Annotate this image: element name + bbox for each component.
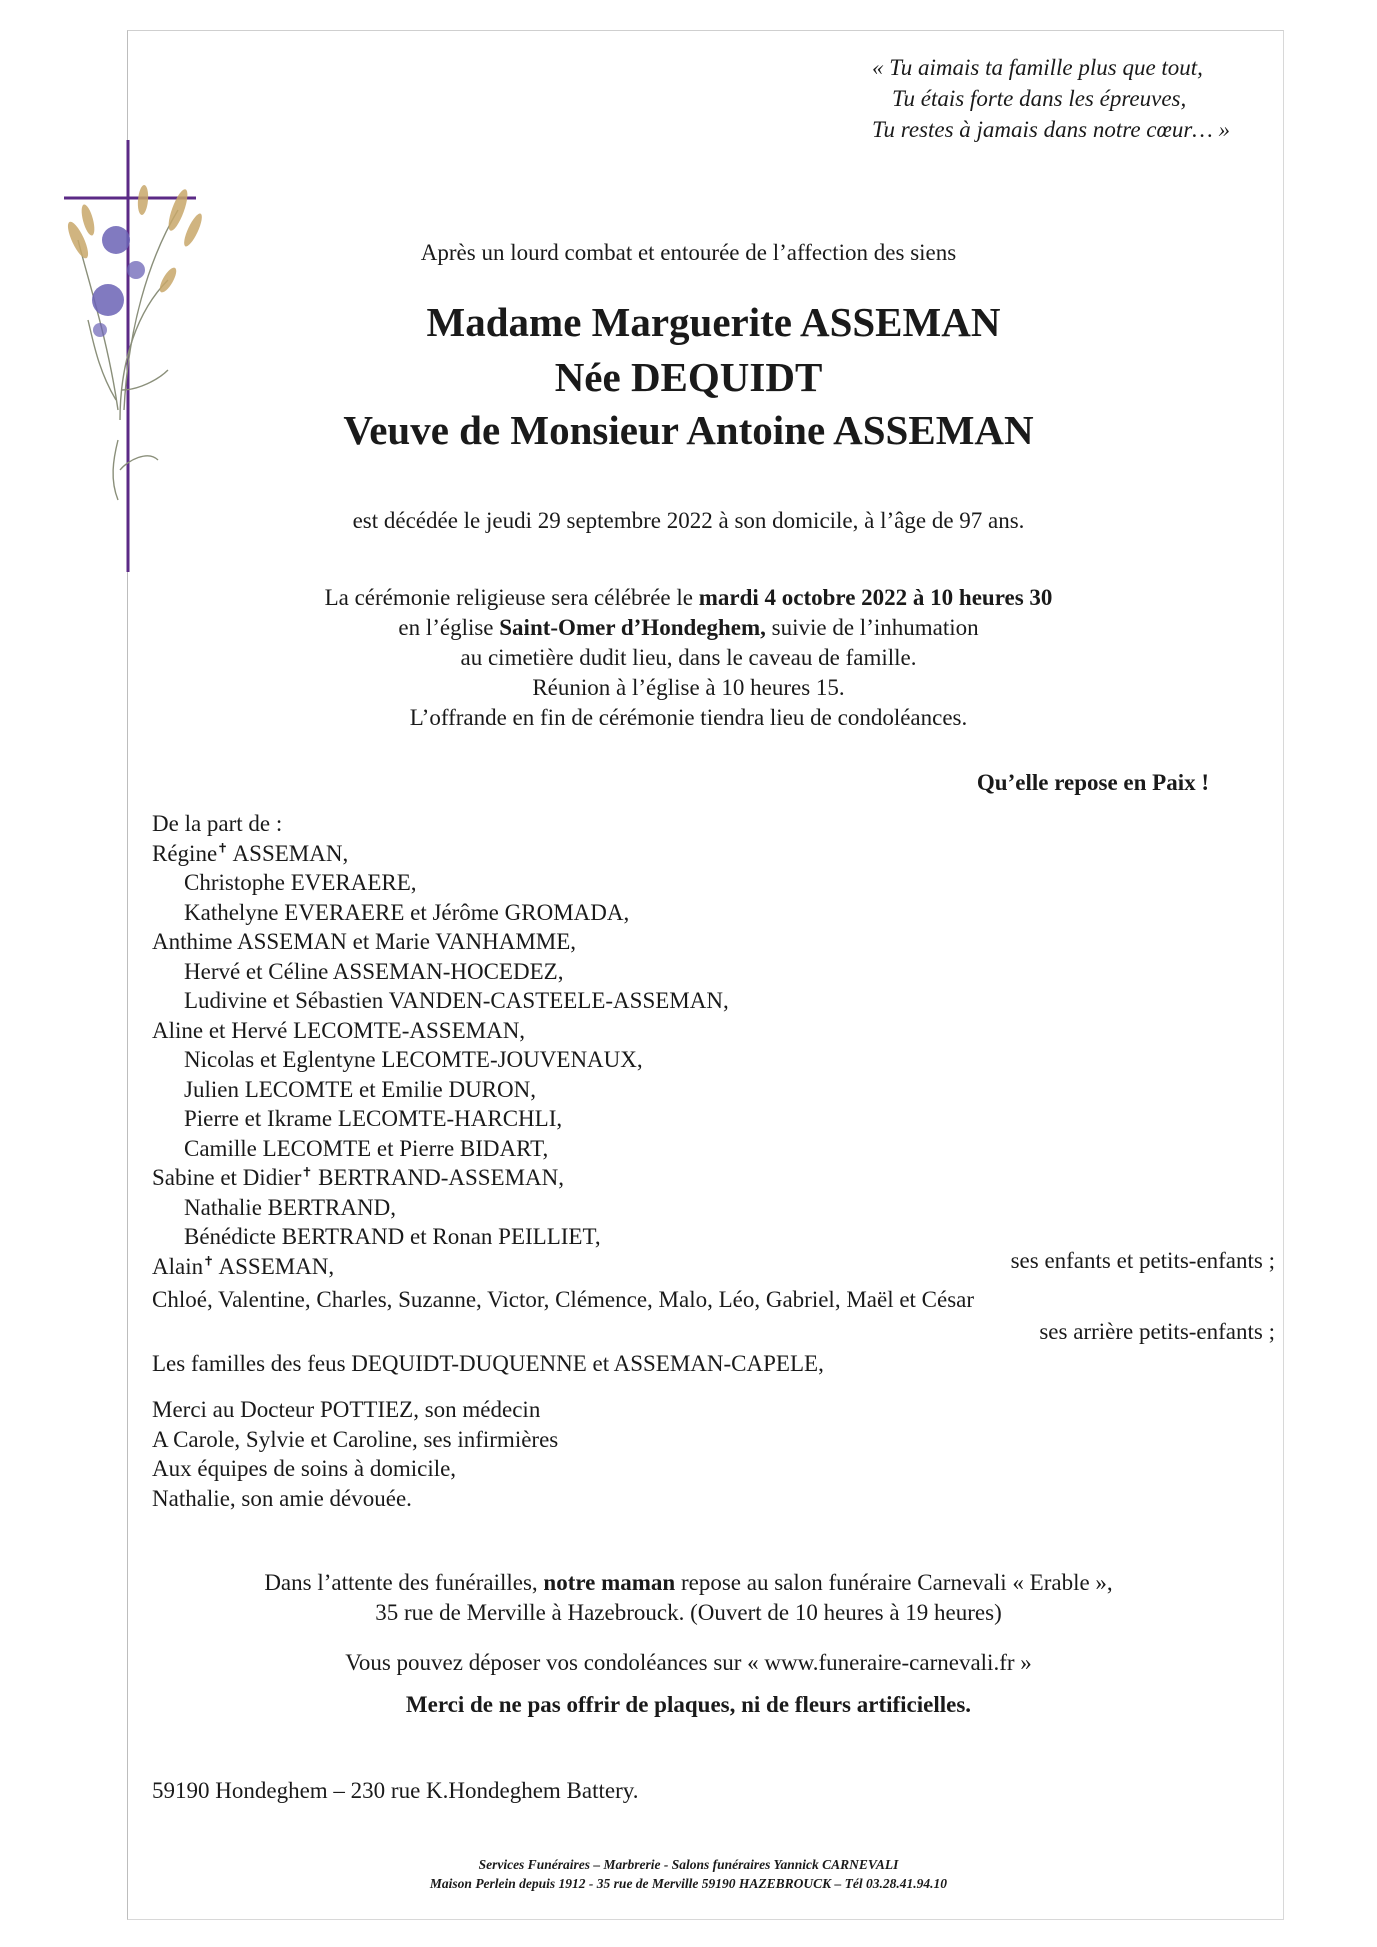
ceremony-details bbox=[0, 583, 1377, 733]
rest-in-peace: Qu’elle repose en Paix ! bbox=[976, 770, 1209, 795]
death-notice: est décédée le jeudi 29 septembre 2022 à son domicile, à l’âge de 97 ans. bbox=[352, 508, 1025, 533]
epigraph-line: Tu étais forte dans les épreuves, bbox=[891, 86, 1187, 111]
great-grandchildren-names: Chloé, Valentine, Charles, Suzanne, Victor, Clémence, Malo, Léo, Gabriel, Maël et César bbox=[152, 1287, 975, 1312]
cross-icon: ✝ bbox=[301, 1164, 313, 1180]
family-member: Sabine et Didier✝ BERTRAND-ASSEMAN, bbox=[152, 1164, 565, 1190]
epigraph bbox=[872, 52, 1230, 145]
deceased-widow-of: Veuve de Monsieur Antoine ASSEMAN bbox=[343, 407, 1034, 453]
family-address: 59190 Hondeghem – 230 rue K.Hondeghem Battery. bbox=[152, 1778, 639, 1803]
family-header: De la part de : bbox=[152, 811, 283, 836]
funeral-home-line-1: Dans l’attente des funérailles, notre maman repose au salon funéraire Carnevali « Erable », bbox=[264, 1570, 1113, 1595]
family-member: Ludivine et Sébastien VANDEN-CASTEELE-ASSEMAN, bbox=[184, 988, 729, 1013]
family-member: Anthime ASSEMAN et Marie VANHAMME, bbox=[152, 929, 577, 954]
thanks-line: A Carole, Sylvie et Caroline, ses infirmières bbox=[152, 1426, 559, 1452]
family-member: Hervé et Céline ASSEMAN-HOCEDEZ, bbox=[184, 958, 564, 984]
ceremony-line-3: au cimetière dudit lieu, dans le caveau de famille. bbox=[460, 645, 917, 670]
funeral-home-info bbox=[0, 1568, 1377, 1628]
family-member: Christophe EVERAERE, bbox=[184, 870, 417, 895]
family-member: Bénédicte BERTRAND et Ronan PEILLIET, bbox=[184, 1224, 601, 1249]
ceremony-date: mardi 4 octobre 2022 à 10 heures 30 bbox=[698, 585, 1053, 610]
deceased-maiden-name: Née DEQUIDT bbox=[554, 354, 823, 400]
epigraph-line: Tu restes à jamais dans notre cœur… » bbox=[871, 117, 1230, 142]
ceremony-line-1: La cérémonie religieuse sera célébrée le mardi 4 octobre 2022 à 10 heures 30 bbox=[324, 585, 1053, 610]
great-grandchildren-label: ses arrière petits-enfants ; bbox=[1039, 1319, 1275, 1344]
deceased-name: Madame Marguerite ASSEMAN bbox=[426, 299, 1001, 345]
cross-icon: ✝ bbox=[217, 839, 229, 855]
family-member: Julien LECOMTE et Emilie DURON, bbox=[184, 1076, 536, 1102]
family-member: Aline et Hervé LECOMTE-ASSEMAN, bbox=[152, 1017, 526, 1043]
church-name: Saint-Omer d’Hondeghem, bbox=[499, 615, 766, 640]
funeral-home-line-2: 35 rue de Merville à Hazebrouck. (Ouvert de 10 heures à 19 heures) bbox=[375, 1600, 1002, 1625]
intro-line: Après un lourd combat et entourée de l’affection des siens bbox=[420, 240, 957, 265]
condolences-website: Vous pouvez déposer vos condoléances sur « www.funeraire-carnevali.fr » bbox=[345, 1650, 1032, 1675]
family-member: Régine✝ ASSEMAN, bbox=[152, 839, 349, 866]
family-member: Alain✝ ASSEMAN, bbox=[152, 1252, 335, 1279]
family-member: Camille LECOMTE et Pierre BIDART, bbox=[184, 1135, 549, 1161]
family-list bbox=[152, 809, 729, 1281]
ceremony-line-4: Réunion à l’église à 10 heures 15. bbox=[532, 675, 845, 700]
footer-line-2: Maison Perlein depuis 1912 - 35 rue de Merville 59190 HAZEBROUCK – Tél 03.28.41.94.10 bbox=[429, 1876, 948, 1891]
family-member: Pierre et Ikrame LECOMTE-HARCHLI, bbox=[184, 1106, 563, 1131]
family-member: Kathelyne EVERAERE et Jérôme GROMADA, bbox=[184, 899, 630, 925]
family-member: Nicolas et Eglentyne LECOMTE-JOUVENAUX, bbox=[184, 1047, 643, 1072]
footer-line-1: Services Funéraires – Marbrerie - Salons funéraires Yannick CARNEVALI bbox=[478, 1857, 899, 1872]
ceremony-line-2: en l’église Saint-Omer d’Hondeghem, suivie de l’inhumation bbox=[398, 615, 979, 640]
no-flowers-request: Merci de ne pas offrir de plaques, ni de fleurs artificielles. bbox=[405, 1692, 972, 1717]
thanks-list bbox=[152, 1395, 558, 1513]
cross-icon: ✝ bbox=[203, 1252, 215, 1268]
thanks-line: Merci au Docteur POTTIEZ, son médecin bbox=[152, 1397, 541, 1422]
family-member: Nathalie BERTRAND, bbox=[184, 1194, 396, 1220]
ceremony-line-5: L’offrande en fin de cérémonie tiendra lieu de condoléances. bbox=[409, 705, 968, 730]
families-line: Les familles des feus DEQUIDT-DUQUENNE et ASSEMAN-CAPELE, bbox=[152, 1351, 824, 1376]
funeral-services-footer bbox=[0, 1855, 1377, 1893]
thanks-line: Aux équipes de soins à domicile, bbox=[152, 1456, 457, 1481]
epigraph-line: « Tu aimais ta famille plus que tout, bbox=[871, 55, 1203, 80]
thanks-line: Nathalie, son amie dévouée. bbox=[152, 1485, 412, 1511]
children-label: ses enfants et petits-enfants ; bbox=[1010, 1248, 1275, 1273]
